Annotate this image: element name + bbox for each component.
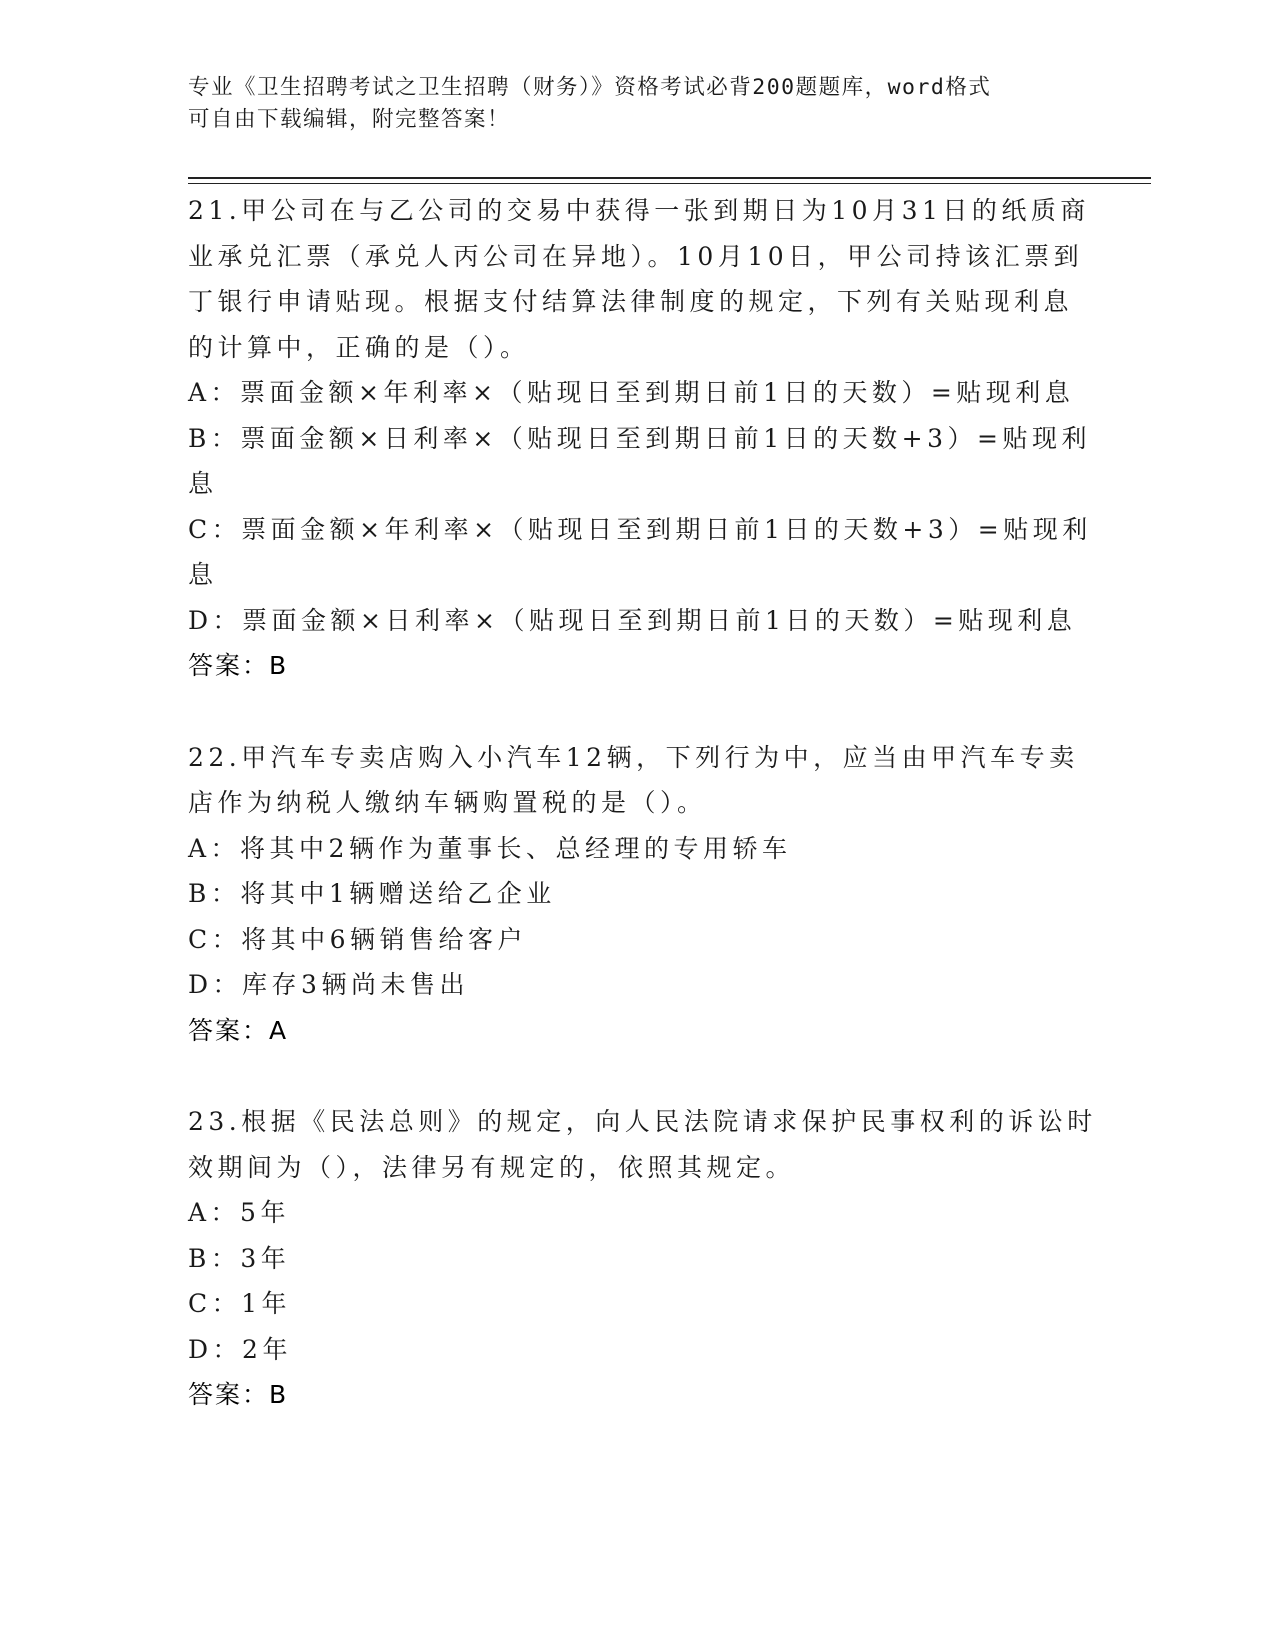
option-c: C：将其中6辆销售给客户	[188, 924, 528, 954]
question-text-line: 21.甲公司在与乙公司的交易中获得一张到期日为10月31日的纸质商	[188, 196, 1090, 225]
header-line-1: 专业《卫生招聘考试之卫生招聘（财务）》资格考试必背200题题库，word格式	[188, 75, 992, 100]
option-c-continuation: 息	[188, 560, 218, 589]
option-d: D：2年	[188, 1334, 292, 1364]
option-d: D：票面金额×日利率×（贴现日至到期日前1日的天数）=贴现利息	[188, 605, 1077, 635]
option-c: C：票面金额×年利率×（贴现日至到期日前1日的天数+3）=贴现利	[188, 514, 1092, 544]
option-a: A：将其中2辆作为董事长、总经理的专用轿车	[188, 833, 792, 863]
option-d: D：库存3辆尚未售出	[188, 970, 469, 999]
option-b: B：票面金额×日利率×（贴现日至到期日前1日的天数+3）=贴现利	[188, 423, 1091, 453]
answer-label: 答案：B	[188, 651, 289, 680]
question-text-line: 效期间为（），法律另有规定的，依照其规定。	[188, 1152, 796, 1182]
header-line-2: 可自由下载编辑，附完整答案！	[188, 107, 511, 132]
question-text-line: 店作为纳税人缴纳车辆购置税的是（）。	[188, 788, 707, 817]
header-divider-thin	[188, 183, 1151, 184]
question-text-line: 23.根据《民法总则》的规定，向人民法院请求保护民事权利的诉讼时	[188, 1107, 1097, 1136]
question-text-line: 的计算中，正确的是（）。	[188, 332, 530, 362]
option-a: A：票面金额×年利率×（贴现日至到期日前1日的天数）=贴现利息	[188, 378, 1075, 407]
option-c: C：1年	[188, 1289, 292, 1318]
option-b: B：3年	[188, 1243, 291, 1273]
question-21	[188, 188, 1092, 689]
option-b-continuation: 息	[188, 469, 218, 498]
question-22	[188, 735, 1078, 1054]
answer-label: 答案：B	[188, 1380, 289, 1409]
document-header	[188, 72, 1068, 136]
question-text-line: 22.甲汽车专卖店购入小汽车12辆，下列行为中，应当由甲汽车专卖	[188, 742, 1079, 772]
question-list	[188, 188, 1097, 1464]
option-a: A：5年	[188, 1198, 290, 1227]
option-b: B：将其中1辆赠送给乙企业	[188, 879, 556, 908]
header-divider-thick	[188, 177, 1151, 179]
answer-label: 答案：A	[188, 1015, 289, 1045]
question-23	[188, 1099, 1097, 1418]
question-text-line: 业承兑汇票（承兑人丙公司在异地）。10月10日，甲公司持该汇票到	[188, 241, 1084, 271]
question-text-line: 丁银行申请贴现。根据支付结算法律制度的规定，下列有关贴现利息	[188, 287, 1074, 316]
